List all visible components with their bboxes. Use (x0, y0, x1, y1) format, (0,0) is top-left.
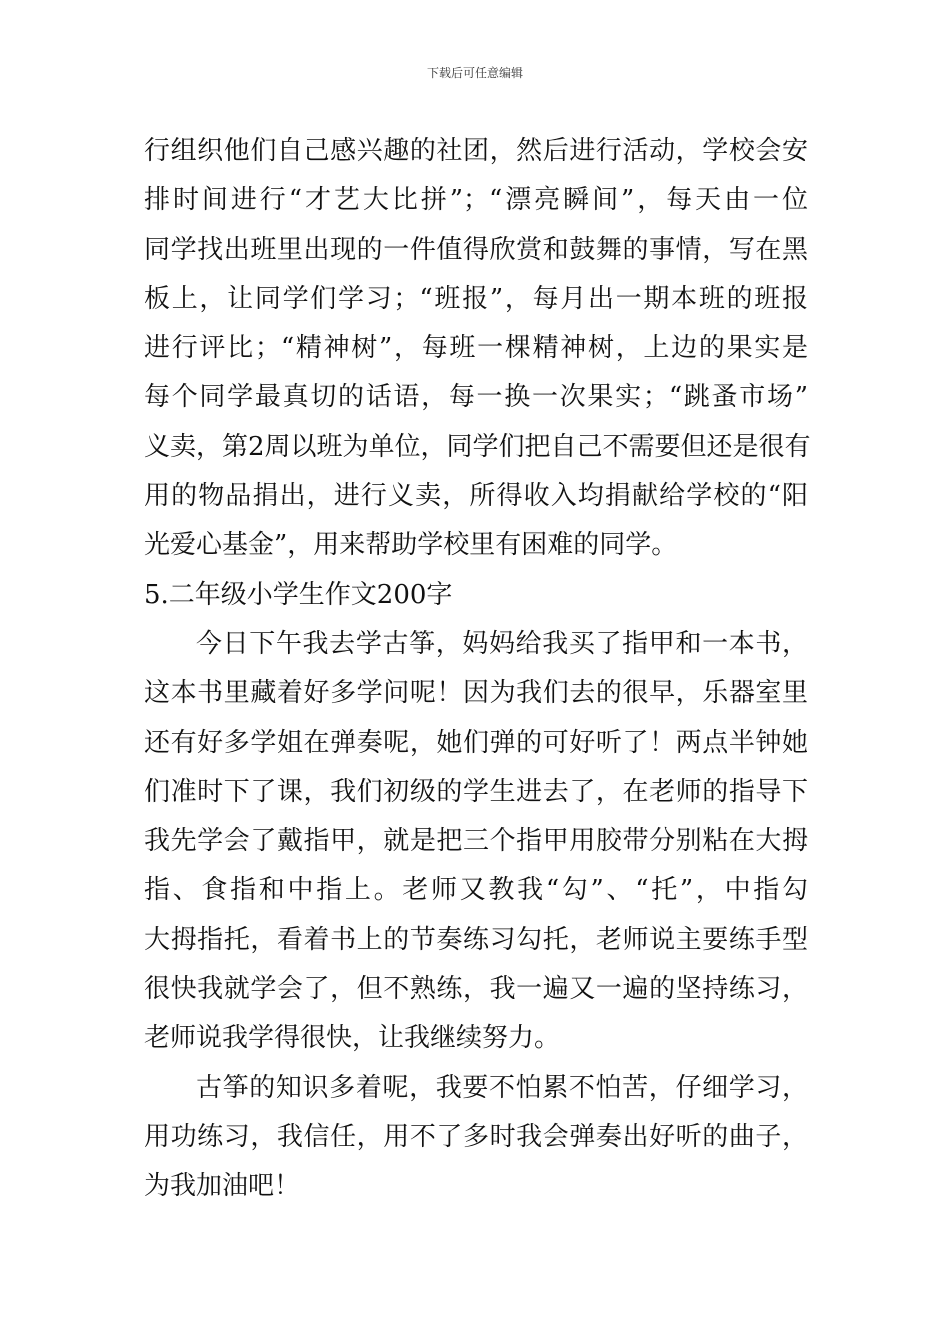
text-line: 进行评比；“精神树”，每班一棵精神树，上边的果实是 (144, 333, 808, 364)
text-line: 还有好多学姐在弹奏呢，她们弹的可好听了！两点半钟她 (144, 727, 808, 758)
text-line: 为我加油吧！ (144, 1171, 301, 1202)
paragraph (144, 127, 811, 571)
heading-line: 5.二年级小学生作文200字 (144, 579, 453, 610)
text-line: 排时间进行“才艺大比拼”；“漂亮瞬间”，每天由一位 (144, 185, 808, 216)
text-line: 很快我就学会了，但不熟练，我一遍又一遍的坚持练习， (144, 974, 808, 1005)
paragraph (144, 1064, 808, 1212)
text-line: 板上，让同学们学习；“班报”，每月出一期本班的班报 (144, 283, 808, 314)
text-line: 老师说我学得很快，让我继续努力。 (144, 1023, 561, 1054)
text-line: 光爱心基金”，用来帮助学校里有困难的同学。 (144, 530, 678, 561)
paragraph (144, 620, 808, 1064)
text-line: 用功练习，我信任，用不了多时我会弹奏出好听的曲子， (144, 1121, 808, 1152)
text-line: 义卖，第2周以班为单位，同学们把自己不需要但还是很有 (144, 431, 811, 462)
text-line: 今日下午我去学古筝，妈妈给我买了指甲和一本书， (196, 628, 808, 659)
section-heading (144, 571, 808, 620)
text-line: 指、食指和中指上。老师又教我“勾”、“托”，中指勾 (144, 875, 808, 906)
text-line: 我先学会了戴指甲，就是把三个指甲用胶带分别粘在大拇 (144, 826, 808, 857)
text-line: 们准时下了课，我们初级的学生进去了，在老师的指导下 (144, 776, 808, 807)
document-body (144, 127, 811, 1212)
text-line: 大拇指托，看着书上的节奏练习勾托，老师说主要练手型 (144, 924, 808, 955)
text-line: 用的物品捐出，进行义卖，所得收入均捐献给学校的“阳 (144, 481, 808, 512)
text-line: 每个同学最真切的话语，每一换一次果实；“跳蚤市场” (144, 382, 808, 413)
text-line: 同学找出班里出现的一件值得欣赏和鼓舞的事情，写在黑 (144, 234, 808, 265)
text-line: 行组织他们自己感兴趣的社团，然后进行活动，学校会安 (144, 136, 808, 166)
text-line: 这本书里藏着好多学问呢！因为我们去的很早，乐器室里 (144, 678, 808, 709)
page-header: 下载后可任意编辑 (426, 66, 523, 80)
text-line: 古筝的知识多着呢，我要不怕累不怕苦，仔细学习， (196, 1072, 808, 1103)
